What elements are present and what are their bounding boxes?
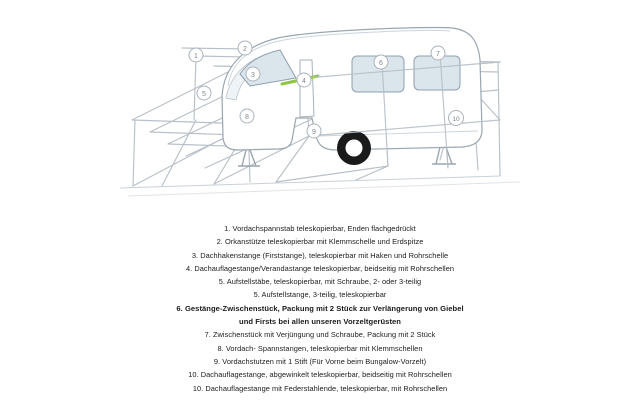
svg-text:4: 4 bbox=[302, 78, 306, 85]
svg-text:7: 7 bbox=[436, 51, 440, 58]
legend-item: 3. Dachhakenstange (Firststange), teleskopierbar mit Haken und Rohrschelle bbox=[191, 250, 449, 260]
legend-item: 2. Orkanstütze teleskopierbar mit Klemmschelle und Erdspitze bbox=[216, 237, 424, 247]
legend-item-highlighted: 6. Gestänge-Zwischenstück, Packung mit 2 Stück zur Verlängerung von Giebel bbox=[176, 303, 464, 313]
ground-lines bbox=[120, 176, 520, 196]
legend-item: 5. Aufstellstäbe, teleskopierbar, mit Schraube, 2- oder 3-teilig bbox=[218, 277, 422, 287]
svg-text:9: 9 bbox=[312, 129, 316, 136]
legend-item: 4. Dachauflagestange/Verandastange teleskopierbar, beidseitig mit Rohrschellen bbox=[185, 263, 455, 273]
legend-item: 8. Vordach- Spannstangen, teleskopierbar mit Klemmschellen bbox=[217, 343, 423, 353]
callout-3 bbox=[246, 67, 260, 81]
legend-item: 9. Vordachstutzen mit 1 Stift (Für Vorne beim Bungalow-Vorzelt) bbox=[213, 356, 427, 366]
legend-item: 10. Dachauflagestange mit Federstahlende, teleskopierbar, mit Rohrschellen bbox=[192, 383, 448, 393]
callout-2 bbox=[238, 41, 252, 55]
callout-7 bbox=[431, 46, 445, 60]
callout-5 bbox=[197, 86, 211, 100]
svg-text:5: 5 bbox=[202, 91, 206, 98]
legend-item: 7. Zwischenstück mit Verjüngung und Schraube, Packung mit 2 Stück bbox=[204, 330, 436, 340]
svg-text:6: 6 bbox=[379, 60, 383, 67]
callout-8 bbox=[240, 109, 254, 123]
svg-text:2: 2 bbox=[243, 46, 247, 53]
callout-4 bbox=[297, 73, 311, 87]
callout-1 bbox=[189, 48, 203, 62]
svg-text:8: 8 bbox=[245, 114, 249, 121]
svg-text:3: 3 bbox=[251, 72, 255, 79]
legend-list bbox=[0, 222, 640, 395]
legend-item: 5. Aufstellstange, 3-teilig, teleskopierbar bbox=[253, 290, 387, 300]
legend-item-highlighted-continuation: und Firsts bei allen unseren Vorzeltgerüsten bbox=[239, 317, 401, 327]
legend-item: 1. Vordachspannstab teleskopierbar, Enden flachgedrückt bbox=[224, 224, 416, 233]
callout-6 bbox=[374, 55, 388, 69]
svg-text:1: 1 bbox=[194, 53, 198, 60]
callout-10 bbox=[449, 111, 464, 126]
legend-item: 10. Dachauflagestange, abgewinkelt teleskopierbar, beidseitig mit Rohrschellen bbox=[188, 370, 452, 380]
callout-9 bbox=[307, 124, 321, 138]
svg-text:10: 10 bbox=[452, 116, 460, 123]
